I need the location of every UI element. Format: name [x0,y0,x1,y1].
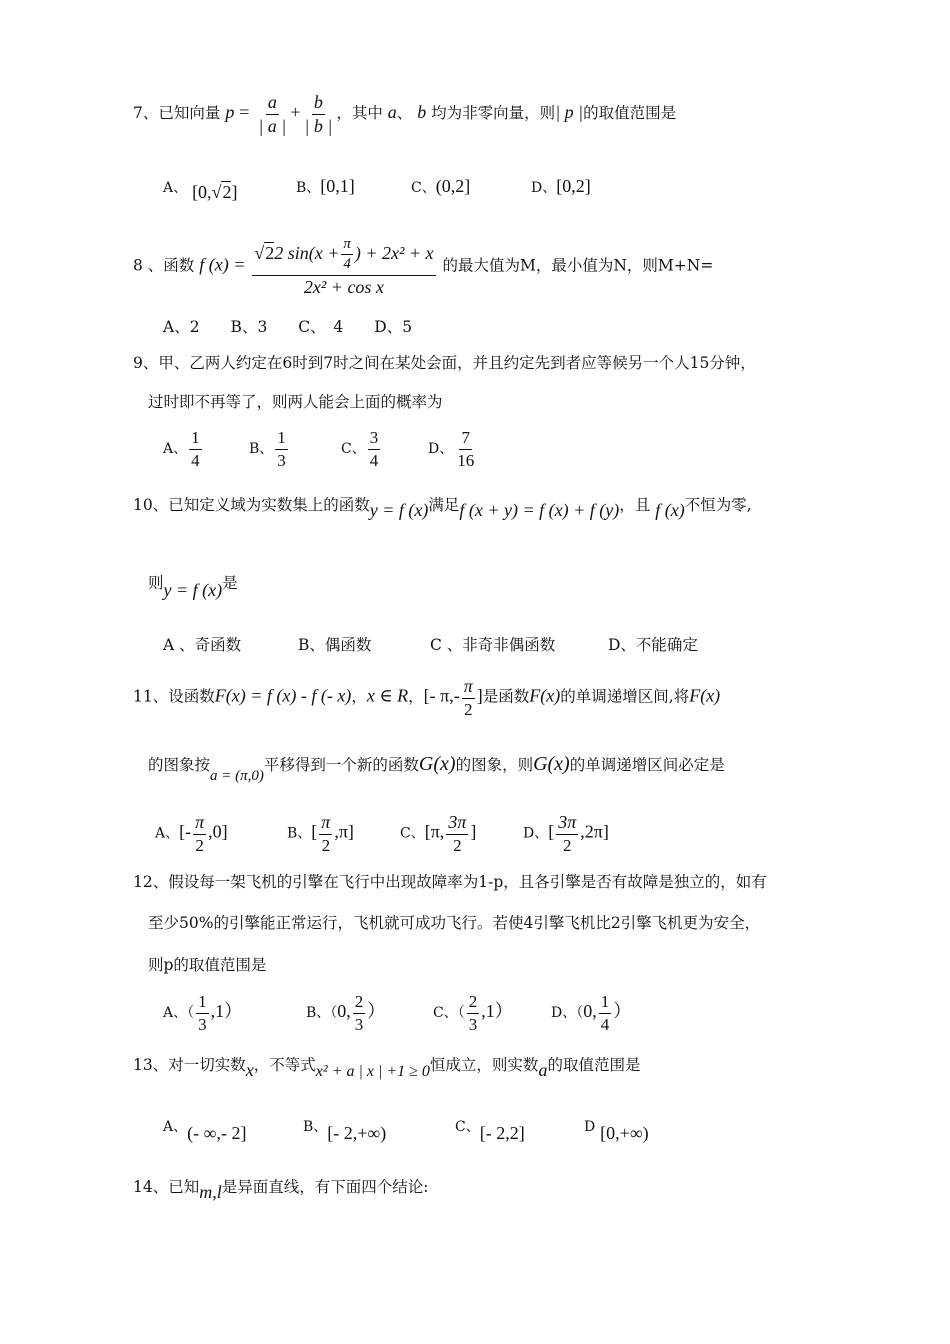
q9-option-d[interactable]: D、 $\frac{7}{16}$ [428,428,475,470]
question-13: 13、对一切实数x，不等式x² + a | x | +1 ≥ 0恒成立，则实数a的取值范围是 [133,1056,641,1080]
question-14: 14、已知m,l是异面直线，有下面四个结论: [133,1178,429,1202]
q13-option-d[interactable]: D [0,+∞) [584,1119,649,1143]
q10-option-d[interactable]: D、不能确定 [608,636,698,654]
q12-option-b[interactable]: B、（0, $\frac{2}{3}$ ） [306,992,386,1034]
question-7: 7、已知向量 p = $\frac{a}{| a |}$ + $\frac{b}{| b |}$ ，其中 a、 b 均为非零向量，则| p |的取值范围是 [133,92,677,136]
q8-fraction: √22 sin(x + $\frac{\pi}{4}$ ) + 2x² + x 2x² + cos x [254,236,434,297]
q7-option-b[interactable]: B、[0,1] [296,176,355,196]
q9-line1: 9、甲、乙两人约定在6时到7时之间在某处会面，并且约定先到者应等候另一个人15分钟， [133,354,756,372]
q7-option-a[interactable]: A、 [0,√2] [163,180,238,202]
q13-option-b[interactable]: B、[- 2,+∞) [303,1119,387,1143]
question-10: 10、已知定义域为实数集上的函数y = f (x)满足f (x + y) = f (x) + f (y)，且 f (x)不恒为零, [133,496,752,520]
q12-option-c[interactable]: C、（ $\frac{2}{3}$ ,1） [433,992,513,1034]
q13-option-a[interactable]: A、(- ∞,- 2] [163,1119,247,1143]
q12-line2: 至少50%的引擎能正常运行，飞机就可成功飞行。若使4引擎飞机比2引擎飞机更为安全， [148,914,761,932]
question-11: 11、设函数F(x) = f (x) - f (- x)，x ∈ R，[- π,- $\frac{\pi}{2}$ ]是函数F(x)的单调递增区间,将F(x) [133,676,721,719]
question-8: 8 、函数 f (x) = √22 sin(x + $\frac{\pi}{4}$ ) + 2x² + x 2x² + cos x 的最大值为M，最小值为N，则M+N= [133,236,714,297]
q12-line3: 则p的取值范围是 [148,956,267,974]
q10-option-c[interactable]: C 、非奇非偶函数 [430,636,556,654]
fraction-a: $\frac{a}{| a |}$ [258,92,287,136]
q9-option-a[interactable]: A、 $\frac{1}{4}$ [163,428,200,470]
fraction-b: $\frac{b}{| b |}$ [304,92,333,136]
question-11-cont: 的图象按a = (π,0)平移得到一个新的函数G(x)的图象，则G(x)的单调递增区间必定是 [148,753,725,784]
q8-options[interactable]: A、2 B、3 C、 4 D、5 [163,318,413,336]
q12-line1: 12、假设每一架飞机的引擎在飞行中出现故障率为1-p，且各引擎是否有故障是独立的，如有 [133,873,767,891]
q10-option-b[interactable]: B、偶函数 [298,636,372,654]
q9-line2: 过时即不再等了，则两人能会上面的概率为 [148,393,443,411]
q12-option-d[interactable]: D、（0, $\frac{1}{4}$ ） [551,992,632,1034]
q7-option-c[interactable]: C、(0,2] [411,176,471,196]
question-10-cont: 则y = f (x)是 [148,574,238,600]
q11-option-c[interactable]: C、[π, $\frac{3\pi}{2}$ ] [400,812,477,855]
q11-option-a[interactable]: A、[- $\frac{\pi}{2}$ ,0] [155,812,228,855]
q10-option-a[interactable]: A 、奇函数 [163,636,242,654]
q9-option-b[interactable]: B、 $\frac{1}{3}$ [249,428,286,470]
q11-option-d[interactable]: D、[ $\frac{3\pi}{2}$ ,2π] [523,812,609,855]
q13-option-c[interactable]: C、[- 2,2] [455,1119,525,1143]
q7-option-d[interactable]: D、[0,2] [531,176,591,196]
q12-option-a[interactable]: A、（ $\frac{1}{3}$ ,1） [163,992,243,1034]
question-number: 7、 [133,104,159,123]
q11-option-b[interactable]: B、[ $\frac{\pi}{2}$ ,π] [287,812,354,855]
q9-option-c[interactable]: C、 $\frac{3}{4}$ [341,428,379,470]
